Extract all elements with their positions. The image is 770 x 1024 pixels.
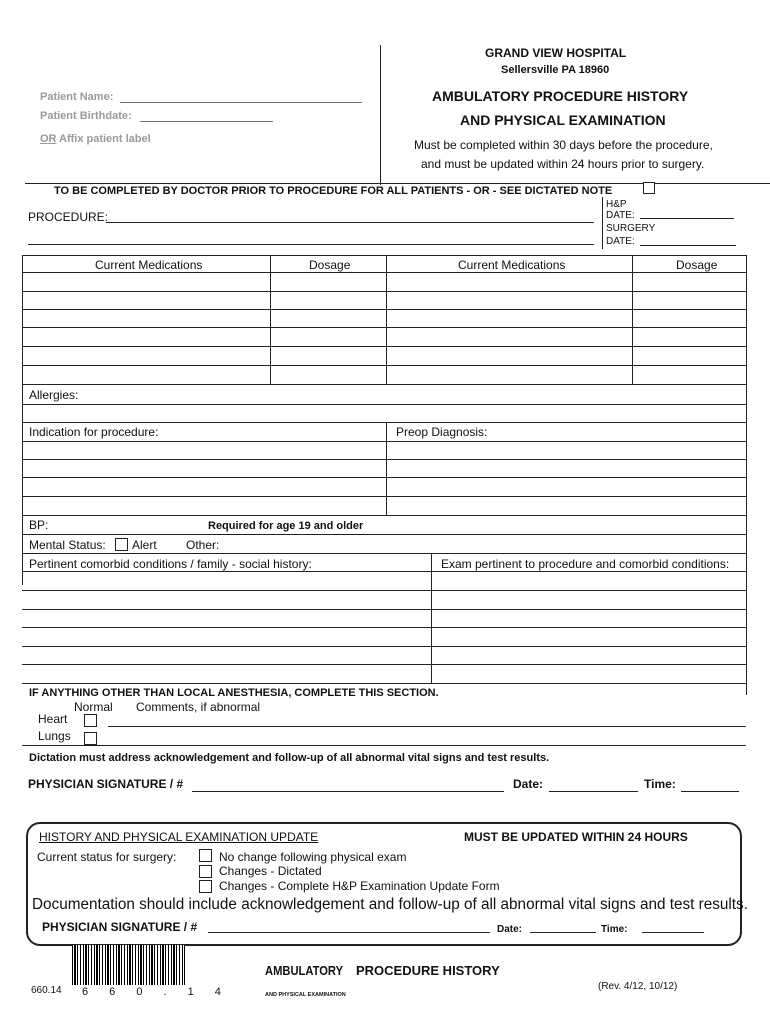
signature-time-field[interactable] [681, 791, 739, 792]
signature-date-field[interactable] [549, 791, 638, 792]
barcode-digits: 6 6 0 . 1 4 [82, 986, 230, 998]
patient-birthdate-label: Patient Birthdate: [40, 110, 132, 122]
med-row-line [22, 291, 746, 292]
lungs-label: Lungs [38, 729, 71, 743]
med-table-bottom [22, 384, 746, 385]
signature-time-label: Time: [644, 777, 676, 791]
comments-label: Comments, if abnormal [136, 700, 261, 714]
procedure-field-line2[interactable] [28, 244, 594, 245]
surgery-status-label: Current status for surgery: [37, 850, 177, 864]
med-row-line [22, 309, 746, 310]
indication-divider [386, 422, 387, 516]
med-col-line [22, 255, 23, 585]
patient-name-field[interactable] [120, 102, 362, 103]
update-signature-field[interactable] [208, 932, 490, 933]
comorbid-bottom-line [22, 683, 746, 684]
changes-form-label: Changes - Complete H&P Examination Update Form [219, 879, 500, 893]
bp-label: BP: [29, 518, 49, 532]
preop-label: Preop Diagnosis: [396, 425, 488, 439]
hp-date-label: DATE: [606, 210, 635, 221]
other-label: Other: [186, 538, 220, 552]
form-title-line2: AND PHYSICAL EXAMINATION [460, 112, 666, 128]
age-requirement-note: Required for age 19 and older [208, 520, 364, 532]
procedure-label: PROCEDURE: [28, 210, 109, 224]
hp-box-left [602, 197, 603, 249]
no-change-label: No change following physical exam [219, 850, 407, 864]
footer-title-b: PROCEDURE HISTORY [356, 963, 500, 978]
comorbid-label: Pertinent comorbid conditions / family - social history: [29, 557, 312, 571]
form-number: 660.14 [31, 985, 62, 996]
indication-row-line [22, 477, 746, 478]
comorbid-row-line [22, 571, 746, 572]
allergies-label: Allergies: [29, 388, 79, 402]
affix-label: Affix patient label [59, 133, 151, 145]
revision-note: (Rev. 4/12, 10/12) [598, 981, 678, 992]
alert-checkbox[interactable] [115, 538, 128, 551]
heart-label: Heart [38, 712, 68, 726]
lungs-normal-checkbox[interactable] [84, 732, 97, 745]
med-col-header: Current Medications [95, 258, 203, 272]
timing-note-line1: Must be completed within 30 days before the procedure, [414, 138, 713, 152]
update-deadline-note: MUST BE UPDATED WITHIN 24 HOURS [464, 830, 688, 844]
indication-label: Indication for procedure: [29, 425, 159, 439]
med-col-line [386, 255, 387, 384]
heart-normal-checkbox[interactable] [84, 714, 97, 727]
med-col-header: Current Medications [458, 258, 566, 272]
surgery-date-label: DATE: [606, 236, 635, 247]
bp-row-line [22, 534, 746, 535]
update-heading: HISTORY AND PHYSICAL EXAMINATION UPDATE [39, 830, 319, 844]
or-label: OR [40, 133, 57, 145]
procedure-field-line1[interactable] [106, 222, 594, 223]
allergies-row-line [22, 404, 746, 405]
med-table-top [22, 255, 746, 256]
footer-subtitle: AND PHYSICAL EXAMINATION [265, 992, 346, 998]
exam-label: Exam pertinent to procedure and comorbid conditions: [441, 557, 730, 571]
med-header-bottom [22, 272, 746, 273]
comorbid-row-line [22, 590, 746, 591]
anesthesia-heading: IF ANYTHING OTHER THAN LOCAL ANESTHESIA, COMPLETE THIS SECTION. [29, 687, 439, 699]
form-title-line1: AMBULATORY PROCEDURE HISTORY [432, 88, 689, 104]
comorbid-row-line [22, 609, 746, 610]
instruction-text: TO BE COMPLETED BY DOCTOR PRIOR TO PROCEDURE FOR ALL PATIENTS - OR - SEE DICTATED NOTE [54, 185, 613, 197]
anesthesia-bottom-line [22, 745, 746, 746]
hospital-name: GRAND VIEW HOSPITAL [485, 46, 627, 60]
update-date-field[interactable] [530, 932, 596, 933]
barcode [72, 945, 185, 985]
dictated-note-tick [655, 183, 665, 184]
comorbid-row-line [22, 646, 746, 647]
dictation-note: Dictation must address acknowledgement and follow-up of all abnormal vital signs and test results. [29, 752, 550, 764]
indication-bottom-line [22, 515, 746, 516]
hp-date-field[interactable] [640, 218, 734, 219]
signature-date-label: Date: [513, 777, 544, 791]
med-row-line [22, 365, 746, 366]
dictated-note-checkbox[interactable] [643, 182, 655, 194]
physician-signature-label: PHYSICIAN SIGNATURE / # [28, 777, 184, 791]
dosage-col-header: Dosage [676, 258, 718, 272]
header-divider [380, 45, 381, 185]
indication-row-line [22, 441, 746, 442]
mental-row-line [22, 553, 746, 554]
changes-form-checkbox[interactable] [199, 880, 212, 893]
med-col-line [270, 255, 271, 384]
update-signature-label: PHYSICIAN SIGNATURE / # [42, 920, 198, 934]
surgery-label: SURGERY [606, 223, 656, 234]
med-col-line [632, 255, 633, 384]
update-date-label: Date: [497, 924, 523, 935]
med-row-line [22, 327, 746, 328]
heart-comments-field[interactable] [108, 726, 746, 727]
indication-top-line [22, 422, 746, 423]
hospital-location: Sellersville PA 18960 [501, 64, 610, 76]
comorbid-row-line [22, 627, 746, 628]
changes-dictated-label: Changes - Dictated [219, 864, 322, 878]
mental-status-label: Mental Status: [29, 538, 106, 552]
footer-title-a: AMBULATORY [265, 963, 344, 978]
timing-note-line2: and must be updated within 24 hours prior to surgery. [421, 157, 705, 171]
indication-row-line [22, 496, 746, 497]
comorbid-row-line [22, 664, 746, 665]
indication-row-line [22, 459, 746, 460]
med-row-line [22, 346, 746, 347]
normal-label: Normal [74, 700, 113, 714]
patient-name-label: Patient Name: [40, 91, 114, 103]
physician-signature-field[interactable] [192, 791, 504, 792]
surgery-date-field[interactable] [640, 245, 736, 246]
update-time-field[interactable] [642, 932, 704, 933]
update-time-label: Time: [601, 924, 628, 935]
med-col-line [746, 255, 747, 695]
no-change-checkbox[interactable] [199, 849, 212, 862]
changes-dictated-checkbox[interactable] [199, 865, 212, 878]
hp-label: H&P [606, 199, 627, 210]
documentation-note: Documentation should include acknowledgement and follow-up of all abnormal vital signs and test results. [32, 896, 748, 913]
dosage-col-header: Dosage [309, 258, 351, 272]
alert-label: Alert [132, 538, 157, 552]
patient-birthdate-field[interactable] [140, 121, 273, 122]
